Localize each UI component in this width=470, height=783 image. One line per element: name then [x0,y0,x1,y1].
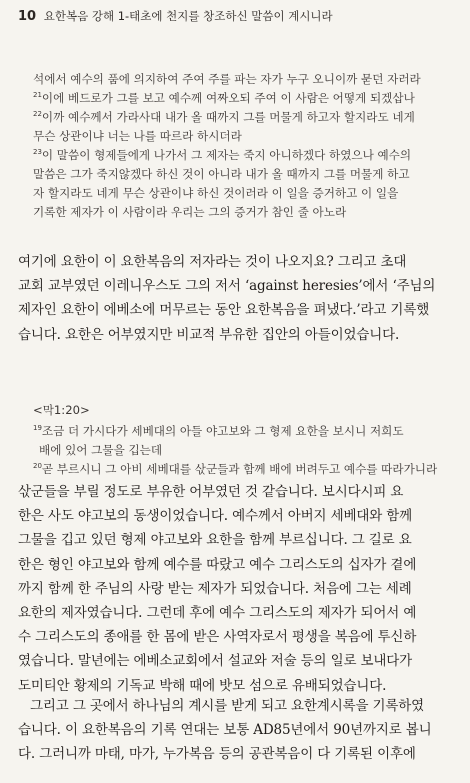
quote-line [33,441,458,460]
paragraph-line: 한은 형인 야고보와 함께 예수를 따랐고 예수 그리스도의 십자가 곁에 [18,556,417,573]
verse-number: 21 [33,91,42,99]
verse-number: 19 [33,424,42,432]
quote-line [33,70,458,89]
paragraph-line: 교회 교부였던 이레니우스도 그의 저서 ‘against heresies’에서 ‘주님의 [18,278,436,295]
paragraph-line: 한은 사도 야고보의 동생이었습니다. 예수께서 아버지 세베대와 함께 [18,508,413,525]
quote-text: 이 말씀이 형제들에게 나가서 그 제자는 죽지 아니하겠다 하였으나 예수의 [41,148,412,162]
verse-number: 20 [33,462,42,470]
quote-text: 곧 부르시니 그 아비 세베대를 삯군들과 함께 배에 버려두고 예수를 따라가니라 [41,462,438,476]
paragraph-line: 까지 함께 한 주님의 사랑 받는 제자가 되었습니다. 처음에 그는 세례 [18,580,412,597]
quote-text: 석에서 예수의 품에 의지하여 주여 주를 파는 자가 누구 오니이까 묻던 자러라 [33,72,421,86]
paragraph-line: 다. 그러니까 마태, 마가, 누가복음 등의 공관복음이 다 기록된 이후에 [18,746,416,763]
quote-text: 기록한 제자가 이 사람이라 우리는 그의 증거가 참인 줄 아노라 [33,205,347,219]
quote-text: 이까 예수께서 가라사대 내가 올 때까지 그를 머물게 하고자 할지라도 네게 [41,110,415,124]
paragraph-dating [18,694,462,767]
quote-line [33,460,458,479]
quote-line [33,203,458,222]
paragraph-line: 도미티안 황제의 기독교 박해 때에 밧모 섬으로 유배되었습니다. [18,677,387,694]
paragraph-author [18,250,462,347]
paragraph-line: 삯군들을 부릴 정도로 부유한 어부였던 것 같습니다. 보시다시피 요 [18,484,404,500]
verse-number: 23 [33,148,42,156]
quote-line [33,89,458,108]
paragraph-line: 였습니다. 말년에는 에베소교회에서 설교와 저술 등의 일로 보내다가 [18,653,413,670]
paragraph-line: 그리고 그 곳에서 하나님의 계시를 받게 되고 요한계시록을 기록하였 [30,698,425,714]
scripture-reference: <막1:20> [33,403,90,417]
quote-line [33,127,458,146]
paragraph-line: 그물을 깁고 있던 형제 야고보와 요한을 함께 부르십니다. 그 길로 요 [18,532,412,549]
quote-text: 말씀은 그가 죽지않겠다 하신 것이 아니라 내가 올 때까지 그를 머물게 하고 [33,167,410,181]
verse-number: 22 [33,110,42,118]
quote-line [33,422,458,441]
quote-line [33,184,458,203]
paragraph-line: 습니다. 이 요한복음의 기록 연대는 보통 AD85년에서 90년까지로 봅니 [18,722,432,739]
quote-line [33,146,458,165]
scripture-quote-john-21 [33,70,458,222]
quote-line [33,108,458,127]
scripture-quote-mark-1 [33,401,458,479]
paragraph-line: 제자인 요한이 에베소에 머무르는 동안 요한복음을 펴냈다.’라고 기록했 [18,302,430,319]
paragraph-line: 요한의 제자였습니다. 그런데 후에 예수 그리스도의 제자가 되어서 예 [18,605,417,622]
paragraph-line: 수 그리스도의 종애를 한 몸에 받은 사역자로서 평생을 복음에 투신하 [18,629,417,646]
running-header [18,8,460,24]
quote-text: 이에 베드로가 그를 보고 예수께 여짜오되 주여 이 사람은 어떻게 되겠삽나 [41,91,415,105]
quote-text: 자 할지라도 네게 무슨 상관이냐 하신 것이러라 이 일을 증거하고 이 일을 [33,186,399,200]
paragraph-john-background [18,480,462,698]
running-title: 요한복음 강해 1-태초에 천지를 창조하신 말씀이 계시니라 [43,9,333,23]
quote-text: 무슨 상관이냐 너는 나를 따르라 하시더라 [33,129,242,143]
quote-line [33,165,458,184]
quote-text: 조금 더 가시다가 세베대의 아들 야고보와 그 형제 요한을 보시니 저희도 [41,424,404,438]
paragraph-line: 여기에 요한이 이 요한복음의 저자라는 것이 나오지요? 그리고 초대 [18,254,407,270]
paragraph-line: 습니다. 요한은 어부였지만 비교적 부유한 집안의 아들이었습니다. [18,326,400,343]
page-number: 10 [18,9,37,24]
quote-text: 배에 있어 그물을 깁는데 [39,443,163,457]
